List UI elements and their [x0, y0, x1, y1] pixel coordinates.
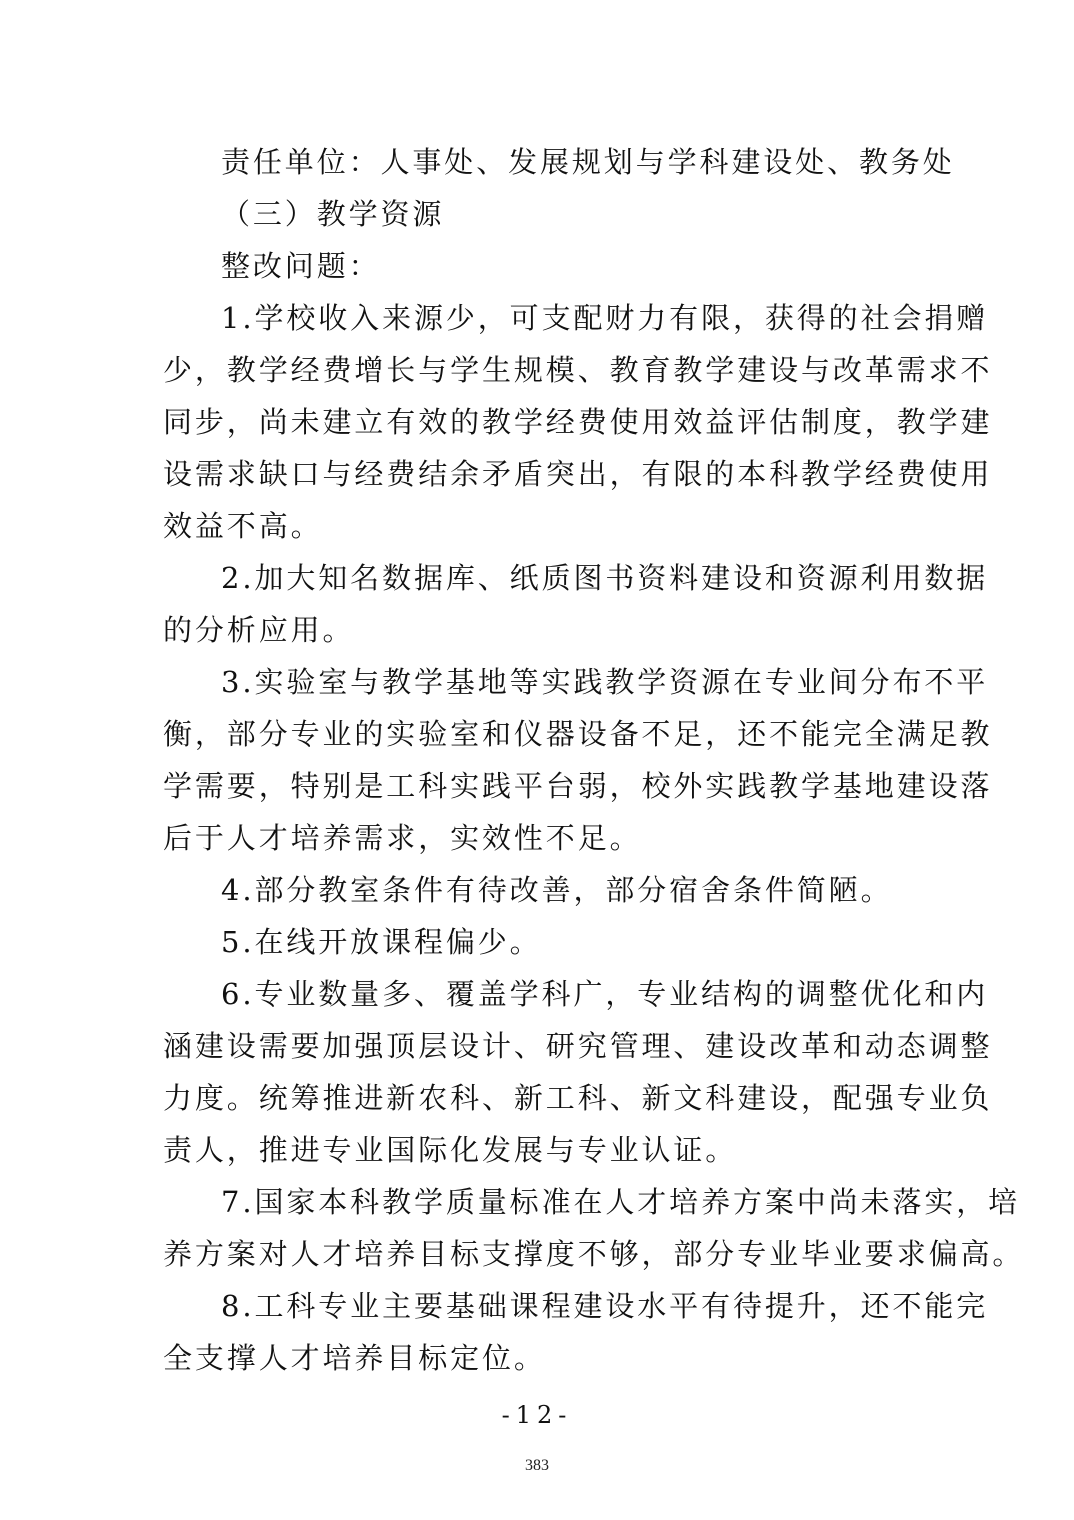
- page-number: -12-: [501, 1401, 573, 1429]
- text-line: （三）教学资源: [221, 197, 445, 231]
- text-line: 后于人才培养需求，实效性不足。: [163, 821, 642, 855]
- text-line: 涵建设需要加强顶层设计、研究管理、建设改革和动态调整: [163, 1029, 993, 1063]
- text-line: 8.工科专业主要基础课程建设水平有待提升，还不能完: [221, 1289, 989, 1323]
- text-line: 2.加大知名数据库、纸质图书资料建设和资源利用数据: [221, 561, 989, 595]
- text-line: 力度。统筹推进新农科、新工科、新文科建设，配强专业负: [163, 1081, 993, 1115]
- text-line: 少，教学经费增长与学生规模、教育教学建设与改革需求不: [163, 353, 993, 387]
- text-line: 责任单位：人事处、发展规划与学科建设处、教务处: [221, 145, 955, 179]
- text-line: 责人，推进专业国际化发展与专业认证。: [163, 1133, 738, 1167]
- text-line: 5.在线开放课程偏少。: [221, 925, 542, 959]
- text-line: 养方案对人才培养目标支撑度不够，部分专业毕业要求偏高。: [163, 1237, 1025, 1271]
- text-line: 4.部分教室条件有待改善，部分宿舍条件简陋。: [221, 873, 893, 907]
- text-line: 效益不高。: [163, 509, 323, 543]
- text-line: 全支撑人才培养目标定位。: [163, 1341, 546, 1375]
- text-line: 学需要，特别是工科实践平台弱，校外实践教学基地建设落: [163, 769, 993, 803]
- text-line: 3.实验室与教学基地等实践教学资源在专业间分布不平: [221, 665, 989, 699]
- body-text: [163, 136, 1025, 1384]
- text-line: 设需求缺口与经费结余矛盾突出，有限的本科教学经费使用: [163, 457, 993, 491]
- text-line: 衡，部分专业的实验室和仪器设备不足，还不能完全满足教: [163, 717, 993, 751]
- text-line: 1.学校收入来源少，可支配财力有限，获得的社会捐赠: [221, 301, 989, 335]
- sheet-number: 383: [525, 1457, 549, 1474]
- text-line: 同步，尚未建立有效的教学经费使用效益评估制度，教学建: [163, 405, 993, 439]
- text-line: 的分析应用。: [163, 613, 355, 647]
- text-line: 整改问题：: [221, 249, 381, 283]
- text-line: 6.专业数量多、覆盖学科广，专业结构的调整优化和内: [221, 977, 989, 1011]
- text-line: 7.国家本科教学质量标准在人才培养方案中尚未落实，培: [221, 1185, 1021, 1219]
